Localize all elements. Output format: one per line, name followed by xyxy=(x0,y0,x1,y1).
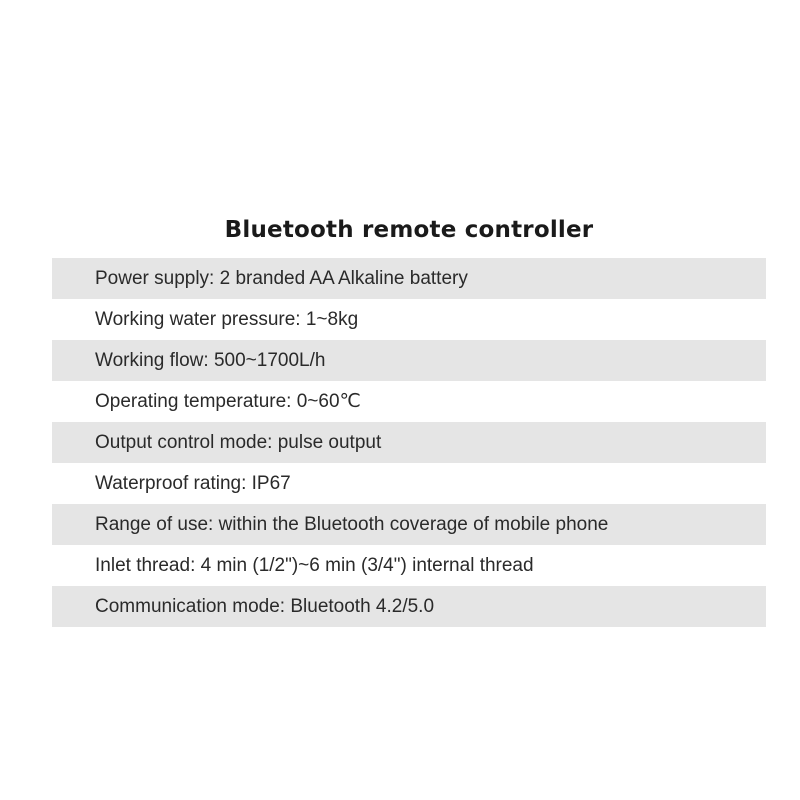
spec-title: Bluetooth remote controller xyxy=(224,217,594,243)
spec-row-waterproof-rating: Waterproof rating: IP67 xyxy=(52,463,766,504)
spec-row-communication-mode: Communication mode: Bluetooth 4.2/5.0 xyxy=(52,586,766,627)
spec-row-output-control-mode: Output control mode: pulse output xyxy=(52,422,766,463)
spec-list xyxy=(52,258,766,627)
spec-row-inlet-thread: Inlet thread: 4 min (1/2")~6 min (3/4") internal thread xyxy=(52,545,766,586)
spec-row-working-flow: Working flow: 500~1700L/h xyxy=(52,340,766,381)
spec-row-range-of-use: Range of use: within the Bluetooth coverage of mobile phone xyxy=(52,504,766,545)
spec-row-power-supply: Power supply: 2 branded AA Alkaline battery xyxy=(52,258,766,299)
spec-row-water-pressure: Working water pressure: 1~8kg xyxy=(52,299,766,340)
spec-sheet xyxy=(52,210,766,627)
spec-row-operating-temperature: Operating temperature: 0~60℃ xyxy=(52,381,766,422)
